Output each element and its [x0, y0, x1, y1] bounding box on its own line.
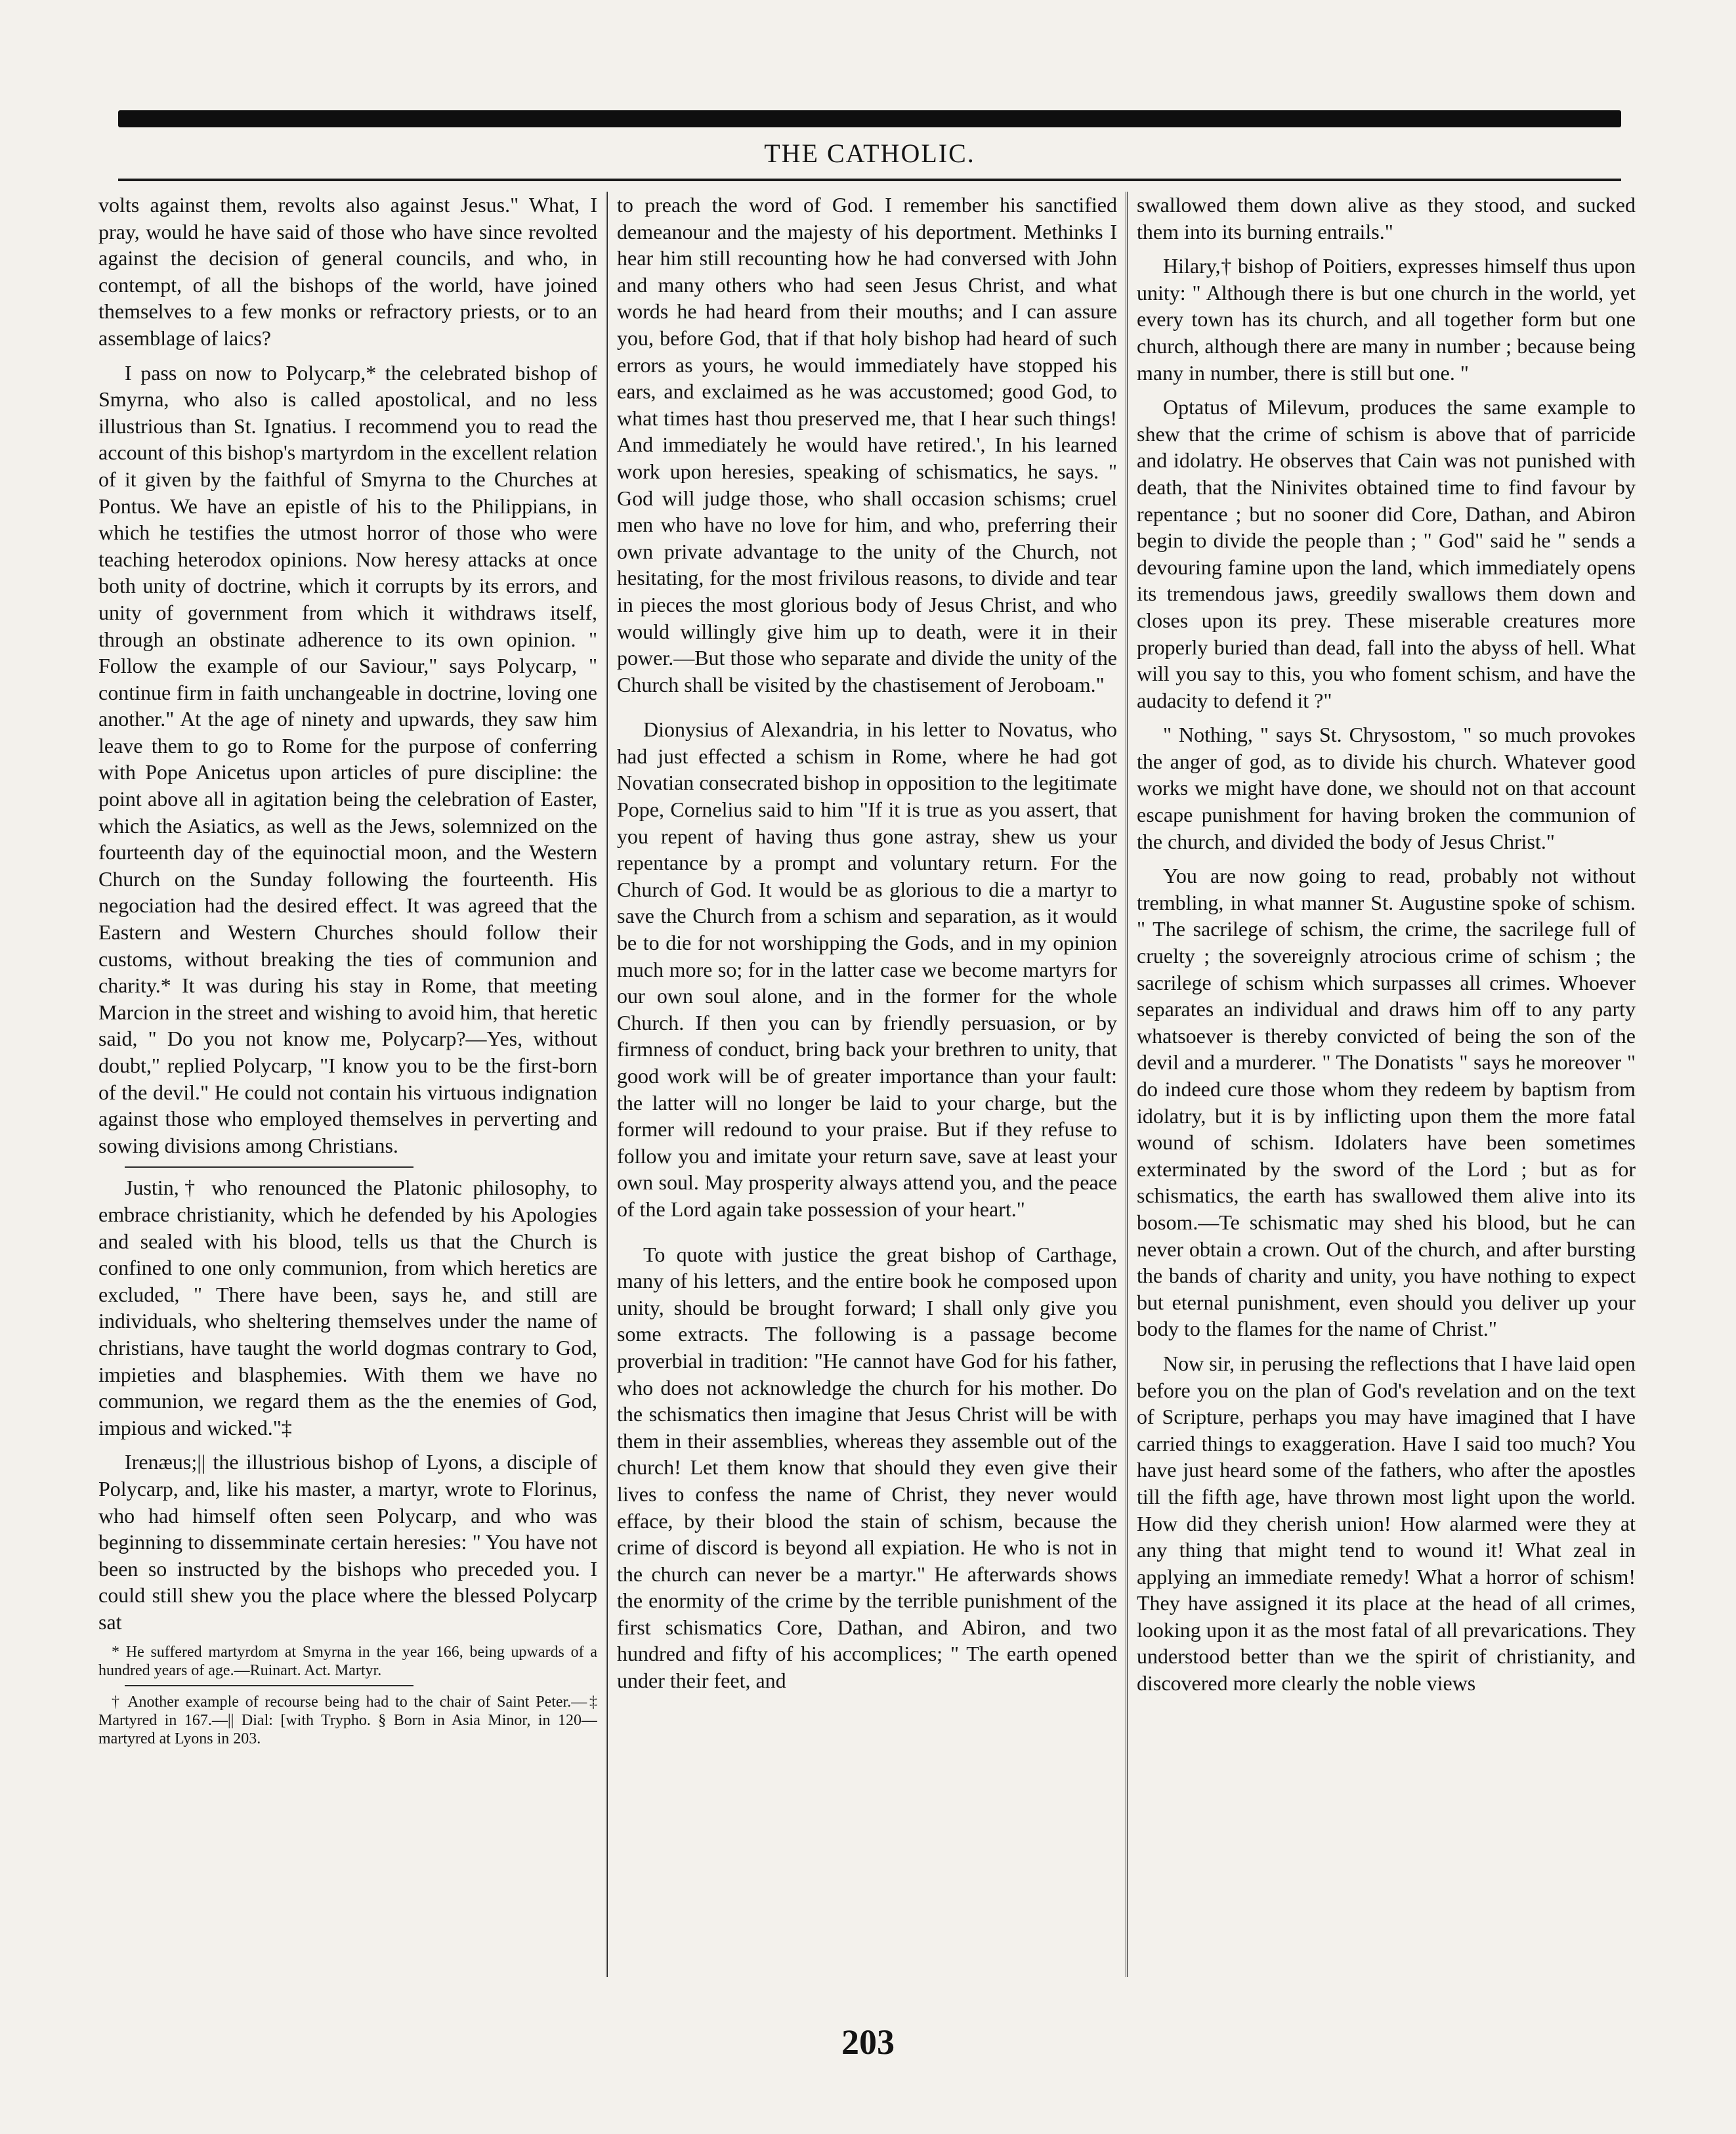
- section-rule: [125, 1166, 413, 1168]
- paragraph: Dionysius of Alexandria, in his letter to Novatus, who had just effected a schism in Rome, where he had got Novatian consecrated bishop in opposition to the legitimate Pope, Cornelius said to him "If it is true as you assert, that you repent of having thus gone astray, shew us your repentance by a prompt and voluntary return. For the Church of God. It would be as glorious to die a martyr to save the Church from a schism and separation, as it would be to die for not worshipping the Gods, and in my opinion much more so; for in the latter case we become martyrs for our own soul alone, and in the former for the whole Church. If then you can by friendly persuasion, or by firmness of conduct, bring back your brethren to unity, that good work will be of greater importance than your fault: the latter will no longer be laid to your charge, but the former will redound to your praise. But if they refuse to follow you and imitate your return save, save at least your own soul. May prosperity always attend you, and the peace of the Lord again take possession of your heart.": [617, 717, 1117, 1221]
- column-divider: [606, 192, 608, 1977]
- paragraph: Now sir, in perusing the reflections that I have laid open before you on the plan of God's revelation and on the text of Scripture, perhaps you may have imagined that I have carried things to exaggeration. Have I said too much? You have just heard some of the fathers, who after the apostles till the fifth age, have thrown most light upon the world. How did they cherish union! How alarmed were they at any thing that might tend to wound it! What zeal in applying an immediate remedy! What a horror of schism! They have assigned it its place at the head of all crimes, looking upon it as the most fatal of all prevarications. They understood better than we the spirit of christianity, and discovered more clearly the noble views: [1137, 1351, 1636, 1696]
- paragraph: Hilary,† bishop of Poitiers, expresses himself thus upon unity: " Although there is but one church in the world, yet every town has its church, and all together form but one church, although there are many in number ; because being many in number, there is still but one. ": [1137, 254, 1636, 385]
- paragraph: to preach the word of God. I remember his sanctified demeanour and the majesty of his deportment. Methinks I hear him still recounting how he had conversed with John and many others who had seen Jesus Christ, and what words he had heard from their mouths; and I can assure you, before God, that if that holy bishop had heard of such errors as yours, he would immediately have stopped his ears, and exclaimed as he was accustomed; good God, to what times hast thou preserved me, that I hear such things! And immediately he would have retired.', In his learned work upon heresies, speaking of schismatics, he says. " God will judge those, who shall occasion schisms; cruel men who have no love for him, and who, preferring their own private advantage to the unity of the Church, not hesitating, for the most frivilous reasons, to divide and tear in pieces the most glorious body of Jesus Christ, and who would willingly give him up to death, were it in their power.—But those who separate and divide the unity of the Church shall be visited by the chastisement of Jeroboam.": [617, 193, 1117, 696]
- footnote-rule: [125, 1685, 413, 1686]
- header-rule: [118, 179, 1621, 181]
- footnote: † Another example of recourse being had to the chair of Saint Peter.—‡ Martyred in 167.—|| Dial: [with Trypho. § Born in Asia Minor, in 120—martyred at Lyons in 203.: [98, 1694, 597, 1748]
- footnote: * He suffered martyrdom at Smyrna in the year 166, being upwards of a hundred years of age.—Ruinart. Act. Martyr.: [98, 1644, 597, 1680]
- paragraph: volts against them, revolts also against Jesus." What, I pray, would he have said of those who have since revolted against the decision of general councils, and who, in contempt, of all the bishops of the world, have joined themselves to a few monks or refractory priests, or to an assemblage of laics?: [98, 193, 597, 350]
- paragraph: swallowed them down alive as they stood, and sucked them into its burning entrails.": [1137, 193, 1636, 244]
- paragraph: Irenæus;|| the illustrious bishop of Lyons, a disciple of Polycarp, and, like his master, a martyr, wrote to Florinus, who had himself often seen Polycarp, and who was beginning to dissemminate certain heresies: " You have not been so instructed by the bishops who preceded you. I could still shew you the place where the blessed Polycarp sat: [98, 1450, 597, 1634]
- running-title: THE CATHOLIC.: [764, 139, 975, 168]
- paragraph: I pass on now to Polycarp,* the celebrated bishop of Smyrna, who also is called apostolical, and no less illustrious than St. Ignatius. I recommend you to read the account of this bishop's martyrdom in the excellent relation of it given by the faithful of Smyrna to the Churches at Pontus. We have an epistle of his to the Philippians, in which he testifies the utmost horror of those who were teaching heterodox opinions. Now heresy attacks at once both unity of doctrine, which it corrupts by its errors, and unity of government from which it withdraws itself, through an obstinate adherence to its own opinion. " Follow the example of our Saviour," says Polycarp, " continue firm in faith unchangeable in doctrine, loving one another." At the age of ninety and upwards, they saw him leave them to go to Rome for the purpose of conferring with Pope Anicetus upon articles of pure discipline: the point above all in agitation being the celebration of Easter, which the Asiatics, as well as the Jews, solemnized on the fourteenth day of the equinoctial moon, and the Western Church on the Sunday following the fourteenth. His negociation had the desired effect. It was agreed that the Eastern and Western Churches should follow their customs, without breaking the ties of communion and charity.* It was during his stay in Rome, that meeting Marcion in the street and wishing to avoid him, that heretic said, " Do you not know me, Polycarp?—Yes, without doubt," replied Polycarp, "I know you to be the first-born of the devil." He could not contain his virtuous indignation against those who employed themselves in perverting and sowing divisions among Christians.: [98, 360, 597, 1157]
- paragraph: You are now going to read, probably not without trembling, in what manner St. Augustine spoke of schism. " The sacrilege of schism, the crime, the sacrilege full of cruelty ; the sovereignly atrocious crime of schism ; the sacrilege of schism which surpasses all crimes. Whoever separates an individual and draws him off to any party whatsoever is thereby convicted of being the son of the devil and a murderer. " The Donatists " says he moreover " do indeed cure those whom they redeem by baptism from idolatry, but it is by inflicting upon them the more fatal wound of schism. Idolaters have been sometimes exterminated by the sword of the Lord ; but as for schismatics, the earth has swallowed them alive into its bosom.—Te schismatic may shed his blood, but he can never obtain a crown. Out of the church, and after bursting the bands of charity and unity, you have nothing to expect but eternal punishment, even should you deliver up your body to the flames for the name of Christ.": [1137, 864, 1636, 1341]
- header-top-rule: [118, 110, 1621, 127]
- paragraph: Optatus of Milevum, produces the same example to shew that the crime of schism is above that of parricide and idolatry. He observes that Cain was not punished with death, that the Ninivites obtained time to find favour by repentance ; but no sooner did Core, Dathan, and Abiron begin to divide the people than ; " God" said he " sends a devouring famine upon the land, which immediately opens its tremendous jaws, greedily swallows them down and closes upon its prey. These miserable creatures more properly buried than dead, fall into the abyss of hell. What will you say to this, you who foment schism, and have the audacity to defend it ?": [1137, 395, 1636, 712]
- text-column-2: [617, 192, 1117, 1980]
- text-column-3: [1137, 192, 1636, 1980]
- column-divider: [1126, 192, 1128, 1977]
- text-column-1: [98, 192, 597, 1980]
- page-number: 203: [841, 2022, 895, 2062]
- paragraph: Justin,† who renounced the Platonic philosophy, to embrace christianity, which he defended by his Apologies and sealed with his blood, tells us that the Church is confined to one only communion, from which heretics are excluded, " There have been, says he, and still are individuals, who sheltering themselves under the name of christians, have taught the world dogmas contrary to God, impieties and blasphemies. With them we have no communion, we regard them as the the enemies of God, impious and wicked."‡: [98, 1176, 597, 1440]
- paragraph: " Nothing, " says St. Chrysostom, " so much provokes the anger of god, as to divide his church. Whatever good works we might have done, we should not on that account escape punishment for having broken the communion of the church, and divided the body of Jesus Christ.": [1137, 723, 1636, 853]
- paragraph: To quote with justice the great bishop of Carthage, many of his letters, and the entire book he composed upon unity, should be brought forward; I shall only give you some extracts. The following is a passage become proverbial in tradition: "He cannot have God for his father, who does not acknowledge the church for his mother. Do the schismatics then imagine that Jesus Christ will be with them in their assemblies, whereas they assemble out of the church! Let them know that should they even give their lives to confess the name of Christ, they never would efface, by their blood the stain of schism, because the crime of discord is beyond all expiation. He who is not in the church can never be a martyr." He afterwards shows the enormity of the crime by the terrible punishment of the first schismatics Core, Dathan, and Abiron, and two hundred and fifty of his accomplices; " The earth opened under their feet, and: [617, 1242, 1117, 1693]
